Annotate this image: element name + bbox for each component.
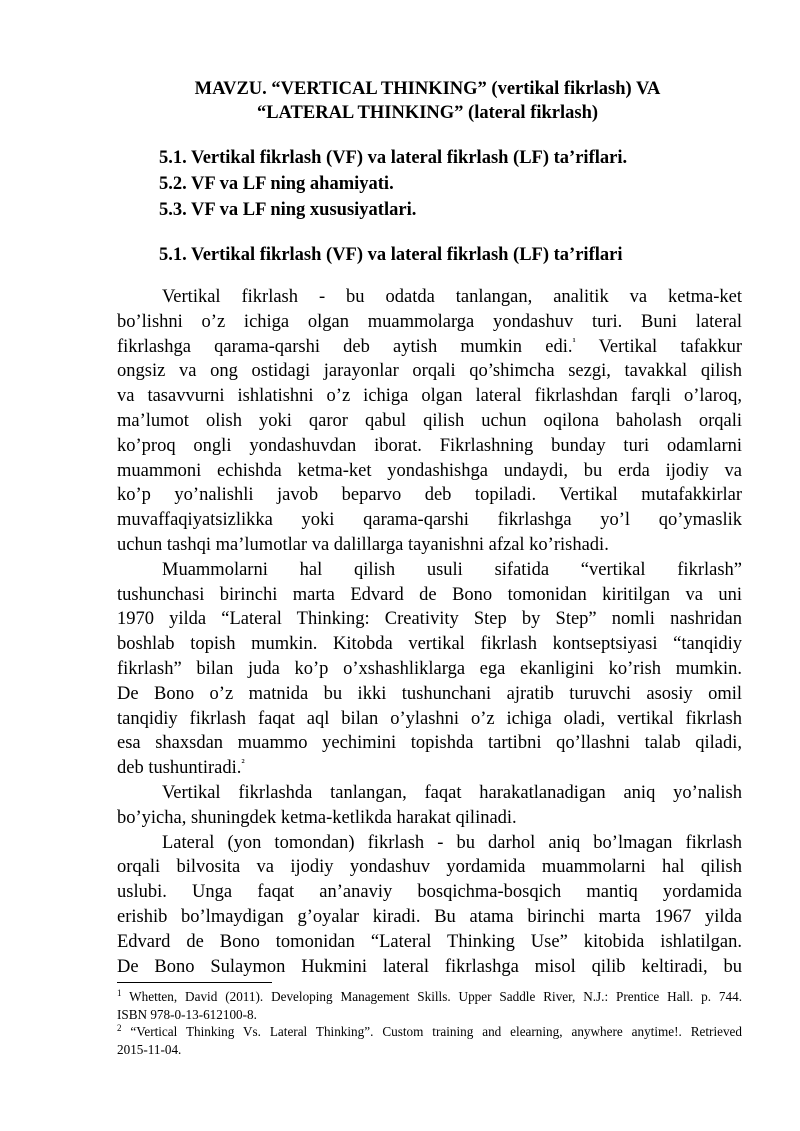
text-line: ma’lumot olish yoki qaror qabul qilish uchun oqilona baholash orqali (117, 410, 742, 431)
toc-item: 5.1. Vertikal fikrlash (VF) va lateral fikrlash (LF) ta’riflari. (159, 148, 628, 168)
footnote (117, 1023, 742, 1058)
table-of-contents (159, 145, 627, 223)
paragraph (117, 781, 742, 831)
toc-item: 5.3. VF va LF ning xususiyatlari. (159, 200, 417, 220)
text-line: ko’p yo’nalishli javob beparvo deb topiladi. Vertikal mutafakkirlar (117, 485, 742, 506)
text-line: fikrlash” bilan juda ko’p o’xshashliklarga ega ekanligini ko’rish mumkin. (117, 658, 742, 679)
text-line: Edvard de Bono tomonidan “Lateral Thinking Use” kitobida ishlatilgan. (117, 931, 742, 952)
text-line: uslubi. Unga faqat an’anaviy bosqichma-bosqich mantiq yordamida (117, 882, 742, 903)
text-span: fikrlashga qarama-qarshi deb aytish mumkin edi. (117, 336, 573, 357)
text-line: ongsiz va ong ostidagi jarayonlar orqali qo’shimcha sezgi, tavakkal qilish (117, 361, 742, 382)
text-line: De Bono Sulaymon Hukmini lateral fikrlashga misol qilib keltiradi, bu (117, 956, 742, 977)
title-line-1: MAVZU. “VERTICAL THINKING” (vertikal fikrlash) VA (194, 79, 661, 99)
footnotes (117, 988, 742, 1058)
text-line: boshlab topish mumkin. Kitobda vertikal fikrlash kontseptsiyasi “tanqidiy (117, 634, 742, 655)
title-line-2: “LATERAL THINKING” (lateral fikrlash) (256, 103, 599, 123)
text-line: esa shaxsdan muammo yechimini topishda tartibni qo’llashni talab qiladi, (117, 733, 742, 754)
footnote-ref: ¹ (572, 335, 576, 348)
text-line: va tasavvurni ishlatishni o’z ichiga olgan lateral fikrlashdan farqli o’laroq, (117, 386, 742, 407)
text-line: bo’yicha, shuningdek ketma-ketlikda harakat qilinadi. (117, 807, 517, 828)
footnote-ref: ² (241, 757, 245, 770)
text-line: Muammolarni hal qilish usuli sifatida “vertikal fikrlash” (162, 559, 742, 580)
footnote-separator (117, 982, 272, 983)
text-line: tushunchasi birinchi marta Edvard de Bono tomonidan kiritilgan va uni (117, 584, 742, 605)
section-heading: 5.1. Vertikal fikrlash (VF) va lateral fikrlash (LF) ta’riflari (159, 245, 623, 265)
page-title (115, 77, 740, 125)
toc-item: 5.2. VF va LF ning ahamiyati. (159, 174, 394, 194)
text-span: Vertikal tafakkur (575, 336, 742, 357)
text-line: bo’lishni o’z ichiga olgan muammolarga yondashuv turi. Buni lateral (117, 311, 742, 332)
paragraph (117, 558, 742, 781)
text-line: orqali bilvosita va ijodiy yondashuv yordamida muammolarni hal qilish (117, 857, 742, 878)
footnote-line: ISBN 978-0-13-612100-8. (117, 1006, 257, 1022)
footnote-mark: 1 (117, 988, 122, 998)
footnote-line (117, 988, 742, 1006)
text-line: 1970 yilda “Lateral Thinking: Creativity Step by Step” nomli nashridan (117, 609, 742, 630)
footnote (117, 988, 742, 1023)
text-line (117, 756, 742, 781)
text-line: muammoni echishda ketma-ket yondashishga undaydi, bu erda ijodiy va (117, 460, 742, 481)
footnote-text: Whetten, David (2011). Developing Management Skills. Upper Saddle River, N.J.: Prentice Hall. p. 744. (121, 989, 742, 1004)
text-line: De Bono o’z matnida bu ikki tushunchani ajratib turuvchi asosiy omil (117, 683, 742, 704)
text-line: ko’proq ongli yondashuvdan iborat. Fikrlashning bunday turi odamlarni (117, 435, 742, 456)
footnote-line (117, 1023, 742, 1041)
text-line: uchun tashqi ma’lumotlar va dalillarga tayanishni afzal ko’rishadi. (117, 534, 609, 555)
paragraph (117, 285, 742, 558)
paragraph (117, 831, 742, 980)
text-line: tanqidiy fikrlash faqat aql bilan o’ylashni o’z ichiga oladi, vertikal fikrlash (117, 708, 742, 729)
text-line: muvaffaqiyatsizlikka yoki qarama-qarshi fikrlashga yo’l qo’ymaslik (117, 510, 742, 531)
footnote-line: 2015-11-04. (117, 1041, 182, 1057)
footnote-text: “Vertical Thinking Vs. Lateral Thinking”. Custom training and elearning, anywhere anytime!. Retrieved (121, 1024, 742, 1039)
text-line (117, 335, 742, 360)
text-line: Vertikal fikrlashda tanlangan, faqat harakatlanadigan aniq yo’nalish (162, 782, 742, 803)
text-line: Lateral (yon tomondan) fikrlash - bu darhol aniq bo’lmagan fikrlash (162, 832, 742, 853)
text-line: erishib bo’lmaydigan g’oyalar kiradi. Bu atama birinchi marta 1967 yilda (117, 906, 742, 927)
footnote-mark: 2 (117, 1023, 122, 1033)
text-line: Vertikal fikrlash - bu odatda tanlangan, analitik va ketma-ket (162, 287, 742, 307)
text-span: deb tushuntiradi. (117, 758, 242, 779)
body-text (117, 285, 742, 979)
